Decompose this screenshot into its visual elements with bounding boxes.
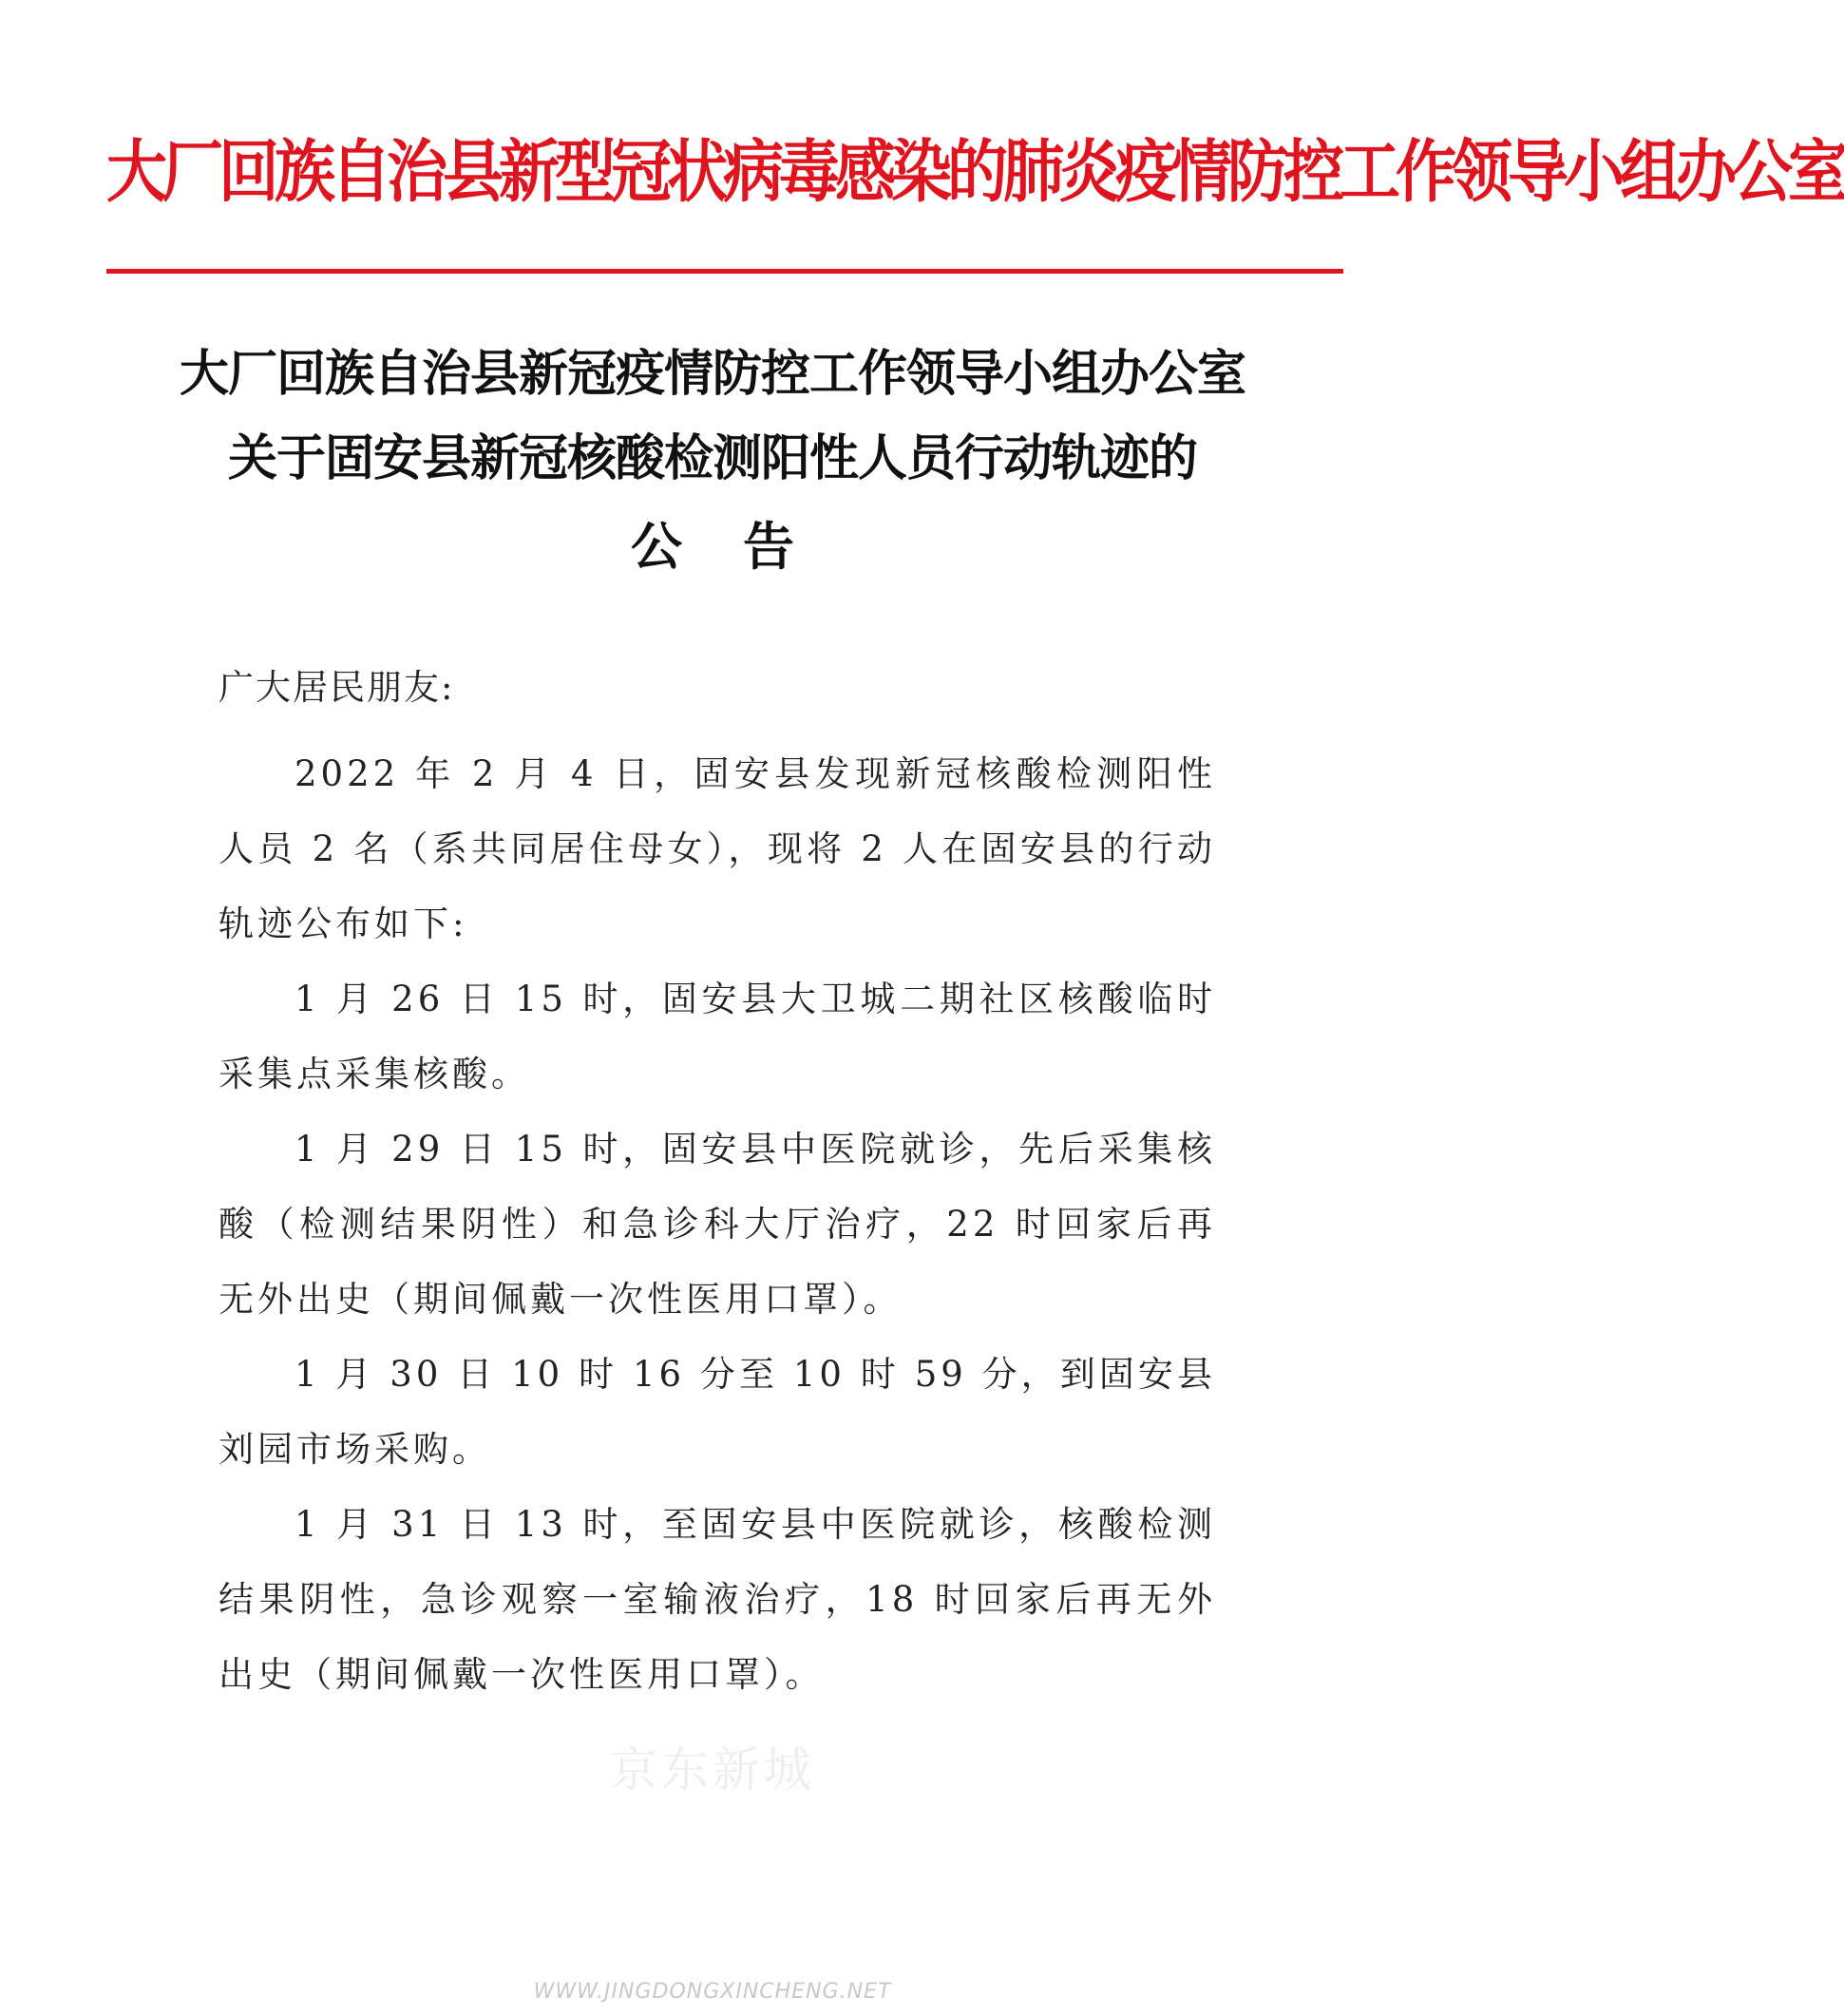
notice-title-line-1: 大厂回族自治县新冠疫情防控工作领导小组办公室 <box>179 345 1245 403</box>
letterhead-org-name: 大厂回族自治县新型冠状病毒感染的肺炎疫情防控工作领导小组办公室 <box>106 132 1844 213</box>
notice-greeting: 广大居民朋友: <box>219 667 455 708</box>
notice-paragraph-jan30: 1 月 30 日 10 时 16 分至 10 时 59 分，到固安县刘园市场采购。 <box>219 1354 1216 1470</box>
watermark-text: 京东新城 <box>610 1742 815 1797</box>
notice-title-line-2: 关于固安县新冠核酸检测阳性人员行动轨迹的 <box>227 429 1197 487</box>
notice-paragraph-jan31: 1 月 31 日 13 时，至固安县中医院就诊，核酸检测结果阴性，急诊观察一室输液治疗，18 时回家后再无外出史（期间佩戴一次性医用口罩）。 <box>219 1504 1216 1695</box>
notice-body <box>219 736 1216 1712</box>
notice-title-line-3: 公告 <box>631 516 855 577</box>
notice-paragraph-jan26: 1 月 26 日 15 时，固安县大卫城二期社区核酸临时采集点采集核酸。 <box>219 979 1216 1094</box>
notice-paragraph-intro: 2022 年 2 月 4 日，固安县发现新冠核酸检测阳性人员 2 名（系共同居住母女），现将 2 人在固安县的行动轨迹公布如下: <box>219 753 1216 944</box>
notice-paragraph-jan29: 1 月 29 日 15 时，固安县中医院就诊，先后采集核酸（检测结果阴性）和急诊科大厅治疗，22 时回家后再无外出史（期间佩戴一次性医用口罩）。 <box>219 1129 1216 1320</box>
footer-website-url: WWW.JINGDONGXINCHENG.NET <box>533 1980 892 2004</box>
letterhead-red-rule <box>106 269 1343 274</box>
